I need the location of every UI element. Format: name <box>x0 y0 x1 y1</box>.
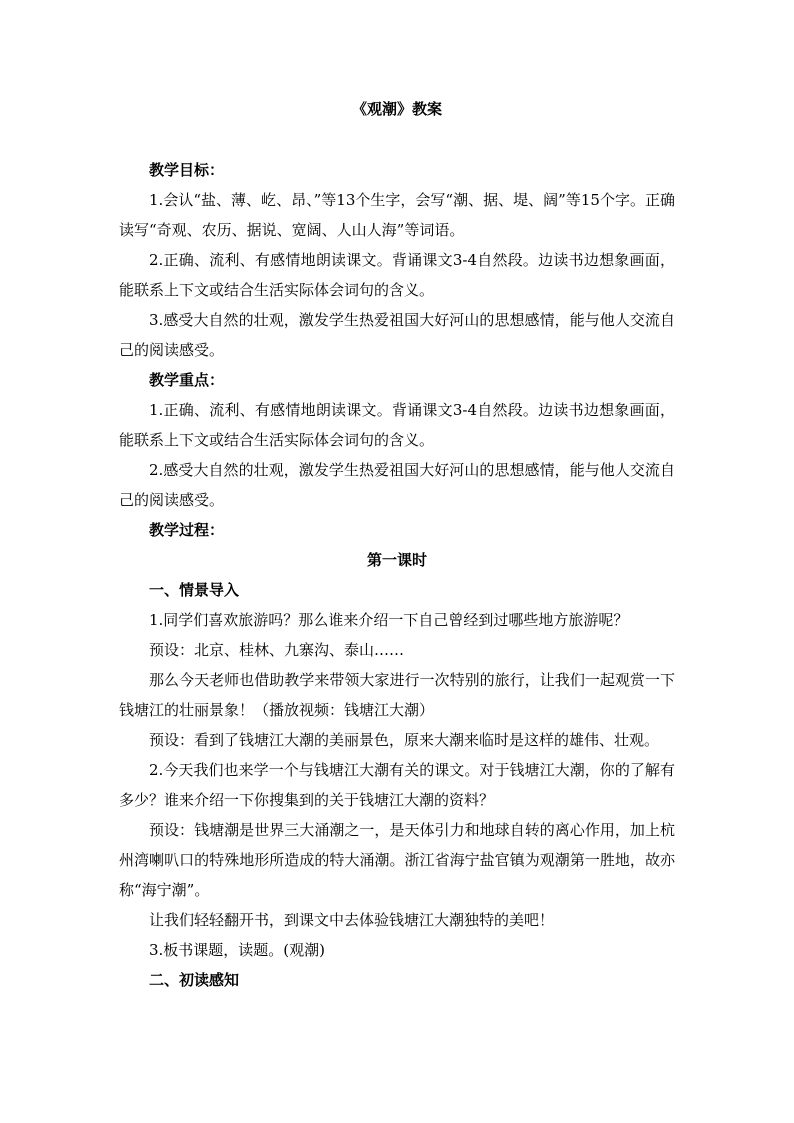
paragraph: 1.正确、流利、有感情地朗读课文。背诵课文3-4自然段。边读书边想象画面，能联系上下文或结合生活实际体会词句的含义。 <box>119 401 675 449</box>
paragraph: 预设：钱塘潮是世界三大涌潮之一，是天体引力和地球自转的离心作用，加上杭州湾喇叭口的特殊地形所造成的特大涌潮。浙江省海宁盐官镇为观潮第一胜地，故亦称“海宁潮”。 <box>119 821 675 899</box>
section-heading-key-points: 教学重点： <box>149 371 225 389</box>
lesson-period-title: 第一课时 <box>366 551 427 569</box>
section-heading-process: 教学过程： <box>149 521 225 539</box>
paragraph: 2.感受大自然的壮观，激发学生热爱祖国大好河山的思想感情，能与他人交流自己的阅读感受。 <box>119 461 675 509</box>
section-heading-first-reading: 二、初读感知 <box>149 971 240 989</box>
section-heading-intro: 一、情景导入 <box>149 581 240 599</box>
paragraph: 让我们轻轻翻开书，到课文中去体验钱塘江大潮独特的美吧！ <box>149 911 555 929</box>
paragraph: 3.感受大自然的壮观，激发学生热爱祖国大好河山的思想感情，能与他人交流自己的阅读感受。 <box>119 311 675 359</box>
document-body <box>119 155 675 995</box>
paragraph: 3.板书课题，读题。(观潮) <box>149 941 326 959</box>
paragraph: 1.同学们喜欢旅游吗？那么谁来介绍一下自己曾经到过哪些地方旅游呢？ <box>149 611 629 629</box>
paragraph: 预设：北京、桂林、九寨沟、泰山…… <box>149 641 405 659</box>
paragraph: 预设：看到了钱塘江大潮的美丽景色，原来大潮来临时是这样的雄伟、壮观。 <box>149 731 660 749</box>
paragraph: 2.正确、流利、有感情地朗读课文。背诵课文3-4自然段。边读书边想象画面，能联系上下文或结合生活实际体会词句的含义。 <box>119 251 675 299</box>
paragraph: 1.会认“盐、薄、屹、昂、”等13个生字，会写“潮、据、堤、阔”等15个字。正确读写“奇观、农历、据说、宽阔、人山人海”等词语。 <box>119 191 675 239</box>
document-title: 《观潮》教案 <box>351 100 442 118</box>
section-heading-objectives: 教学目标： <box>149 161 225 179</box>
paragraph: 那么今天老师也借助教学来带领大家进行一次特别的旅行，让我们一起观赏一下钱塘江的壮丽景象！（播放视频：钱塘江大潮） <box>119 671 675 719</box>
paragraph: 2.今天我们也来学一个与钱塘江大潮有关的课文。对于钱塘江大潮，你的了解有多少？谁来介绍一下你搜集到的关于钱塘江大潮的资料？ <box>119 761 675 809</box>
